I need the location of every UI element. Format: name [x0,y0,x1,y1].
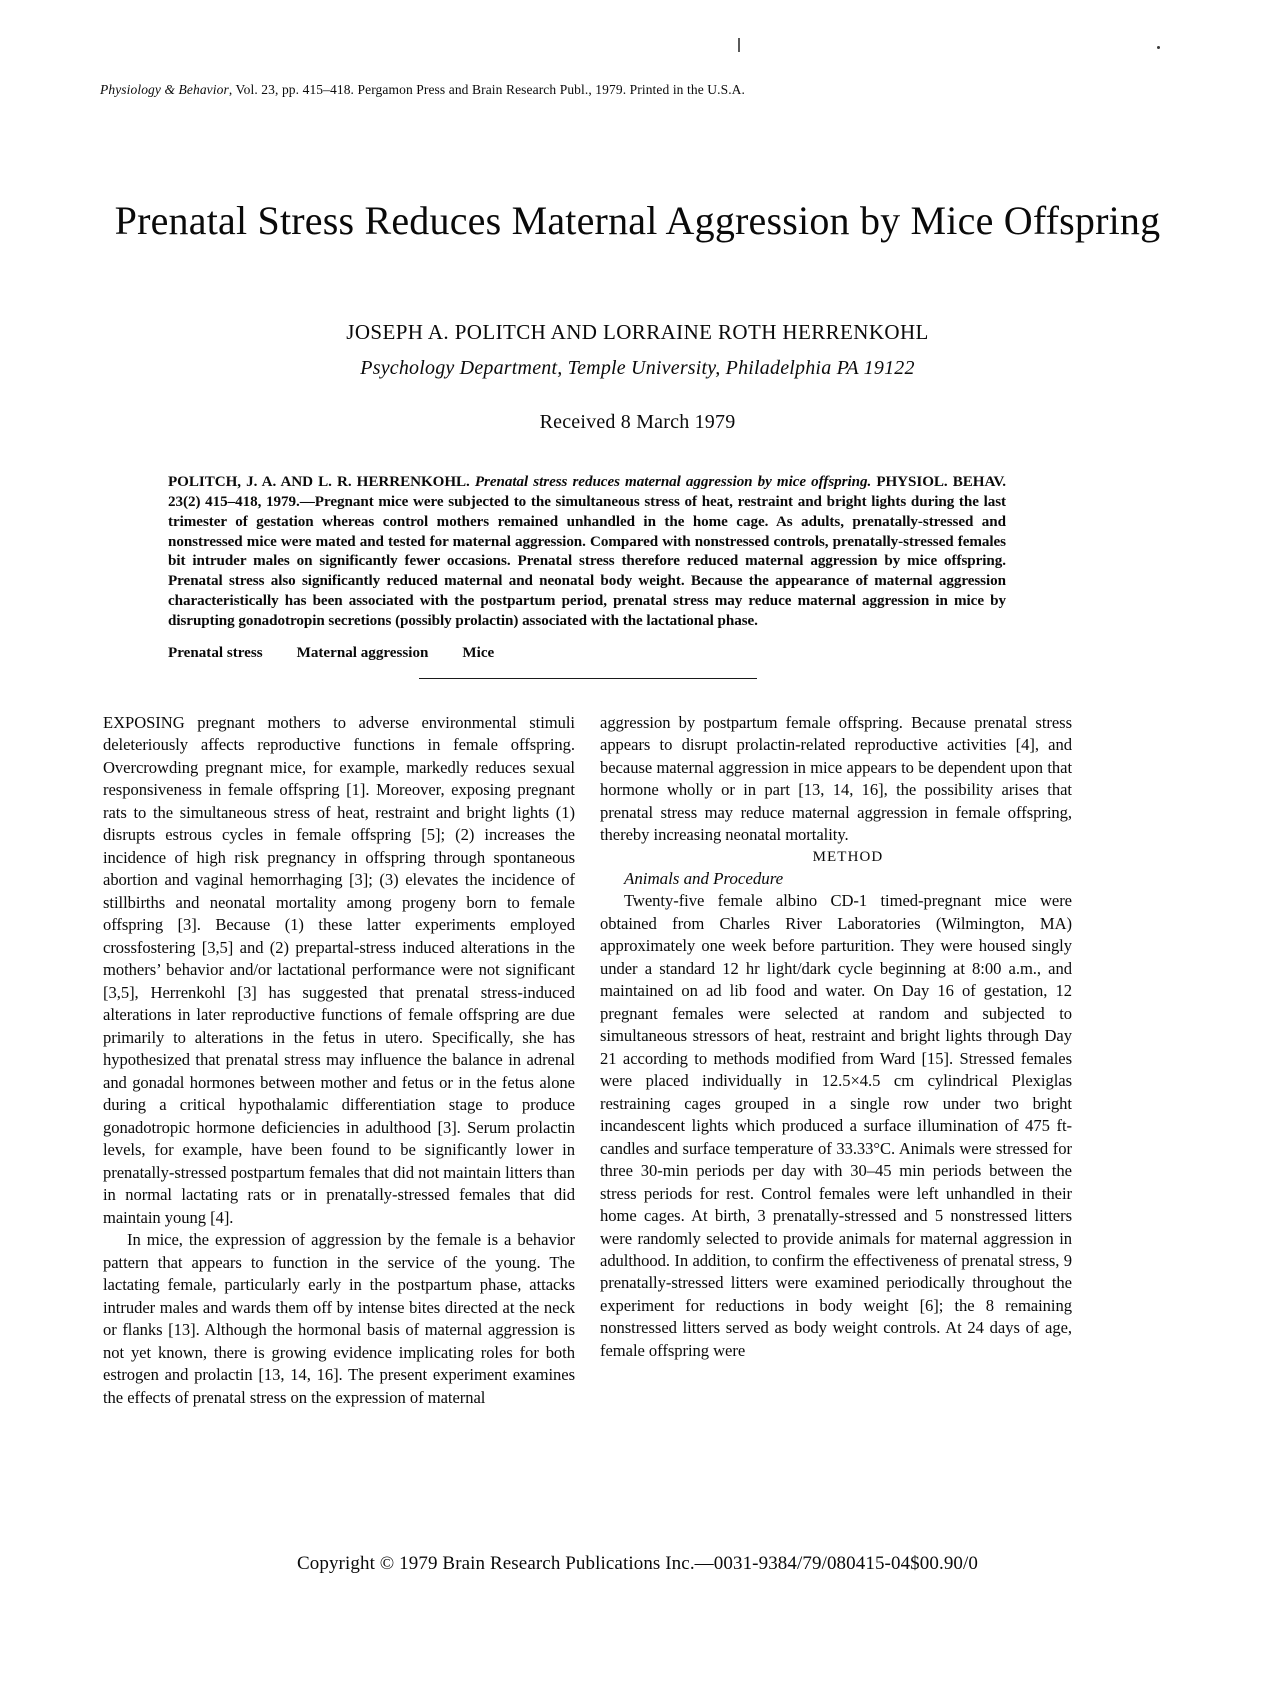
abstract-citation-prefix: POLITCH, J. A. AND L. R. HERRENKOHL. [168,474,470,490]
keyword-item: Mice [462,645,495,661]
abstract-citation-title: Prenatal stress reduces maternal aggression by mice offspring. [474,474,872,490]
section-heading-method: METHOD [812,848,884,865]
paragraph: EXPOSING pregnant mothers to adverse environmental stimuli deleteriously affects reproductive functions in female offspring. Overcrowding pregnant mice, for example, markedly reduces sexual responsiveness in female offspring [1]. Moreover, exposing pregnant rats to the simultaneous stress of heat, restraint and bright lights (1) disrupts estrous cycles in female offspring [5]; (2) increases the incidence of high risk pregnancy in offspring through spontaneous abortion and vaginal hemorrhaging [3]; (3) elevates the incidence of stillbirths and neonatal mortality among progeny born to female offspring [3]. Because (1) these latter experiments employed crossfostering [3,5] and (2) prepartal-stress induced alterations in the mothers’ behavior and/or lactational performance were not significant [3,5], Herrenkohl [3] has suggested that prenatal stress-induced alterations in later reproductive functions of female offspring are due primarily to alterations in the fetus in utero. Specifically, she has hypothesized that prenatal stress may influence the balance in adrenal and gonadal hormones between mother and fetus or in the fetus alone during a critical hypothalamic differentiation stage to produce gonadotropic hormone deficiencies in adulthood [3]. Serum prolactin levels, for example, have been found to be significantly lower in prenatally-stressed postpartum females that did not maintain litters than in normal lactating rats or in prenatally-stressed females that did maintain young [4]. [103,713,575,1227]
paragraph: Twenty-five female albino CD-1 timed-pregnant mice were obtained from Charles River Laboratories (Wilmington, MA) approximately one week before parturition. They were housed singly under a standard 12 hr light/dark cycle beginning at 8:00 a.m., and maintained on ad lib food and water. On Day 16 of gestation, 12 pregnant females were selected at random and subjected to simultaneous stressors of heat, restraint and bright lights through Day 21 according to methods modified from Ward [15]. Stressed females were placed individually in 12.5×4.5 cm cylindrical Plexiglas restraining cages grouped in a single row under two bright incandescent lights which produced a surface illumination of 475 ft-candles and surface temperature of 33.33°C. Animals were stressed for three 30-min periods per day with 30–45 min periods between the stress periods for rest. Control females were left unhandled in their home cages. At birth, 3 prenatally-stressed and 5 nonstressed litters were randomly selected to provide animals for maternal aggression in adulthood. In addition, to confirm the effectiveness of prenatal stress, 9 prenatally-stressed litters were examined periodically throughout the experiment for reductions in body weight [6]; the 8 remaining nonstressed litters served as body weight controls. At 24 days of age, female offspring were [600,891,1072,1360]
paragraph: In mice, the expression of aggression by the female is a behavior pattern that appears to function in the service of the young. The lactating female, particularly early in the postpartum phase, attacks intruder males and wards them off by intense bites directed at the neck or flanks [13]. Although the hormonal basis of maternal aggression is not yet known, there is growing evidence implicating roles for both estrogen and prolactin [13, 14, 16]. The present experiment examines the effects of prenatal stress on the expression of maternal [103,1230,575,1407]
affiliation: Psychology Department, Temple University, Philadelphia PA 19122 [360,357,915,379]
scan-artifact-dot [1157,46,1160,49]
abstract-citation-suffix: PHYSIOL. BEHAV. 23(2) 415–418, 1979. [168,474,1006,510]
scan-artifact-mark [738,38,740,52]
received-date: Received 8 March 1979 [539,411,736,433]
keyword-item: Maternal aggression [296,645,429,661]
body-column-right [600,712,1072,1362]
page-title: Prenatal Stress Reduces Maternal Aggression by Mice Offspring [114,197,1161,243]
abstract [168,473,1006,632]
body-column-left [103,712,575,1409]
authors: JOSEPH A. POLITCH AND LORRAINE ROTH HERRENKOHL [346,320,929,344]
running-head-details: , Vol. 23, pp. 415–418. Pergamon Press and Brain Research Publ., 1979. Printed in the U.S.A. [228,82,746,97]
paragraph: aggression by postpartum female offspring. Because prenatal stress appears to disrupt prolactin-related reproductive activities [4], and because maternal aggression in mice appears to be dependent upon that hormone wholly or in part [13, 14, 16], the possibility arises that prenatal stress may reduce maternal aggression in female offspring, thereby increasing neonatal mortality. [600,713,1072,845]
keywords [168,645,1006,662]
keyword-item: Prenatal stress [168,645,263,661]
running-head [100,82,1100,98]
abstract-body: —Pregnant mice were subjected to the simultaneous stress of heat, restraint and bright lights during the last trimester of gestation whereas control mothers remained unhandled in the home cage. As adults, prenatally-stressed and nonstressed mice were mated and tested for maternal aggression. Compared with nonstressed controls, prenatally-stressed females bit intruder males on significantly fewer occasions. Prenatal stress therefore reduced maternal aggression by mice offspring. Prenatal stress also significantly reduced maternal and neonatal body weight. Because the appearance of maternal aggression characteristically has been associated with the postpartum period, prenatal stress may reduce maternal aggression in mice by disrupting gonadotropin secretions (possibly prolactin) associated with the lactational phase. [168,493,1007,629]
footer-copyright: Copyright © 1979 Brain Research Publications Inc.—0031-9384/79/080415-04$00.90/0 [296,1553,979,1574]
subsection-heading-animals-and-procedure: Animals and Procedure [624,869,784,889]
divider [419,678,757,679]
running-head-journal: Physiology & Behavior [100,82,229,97]
